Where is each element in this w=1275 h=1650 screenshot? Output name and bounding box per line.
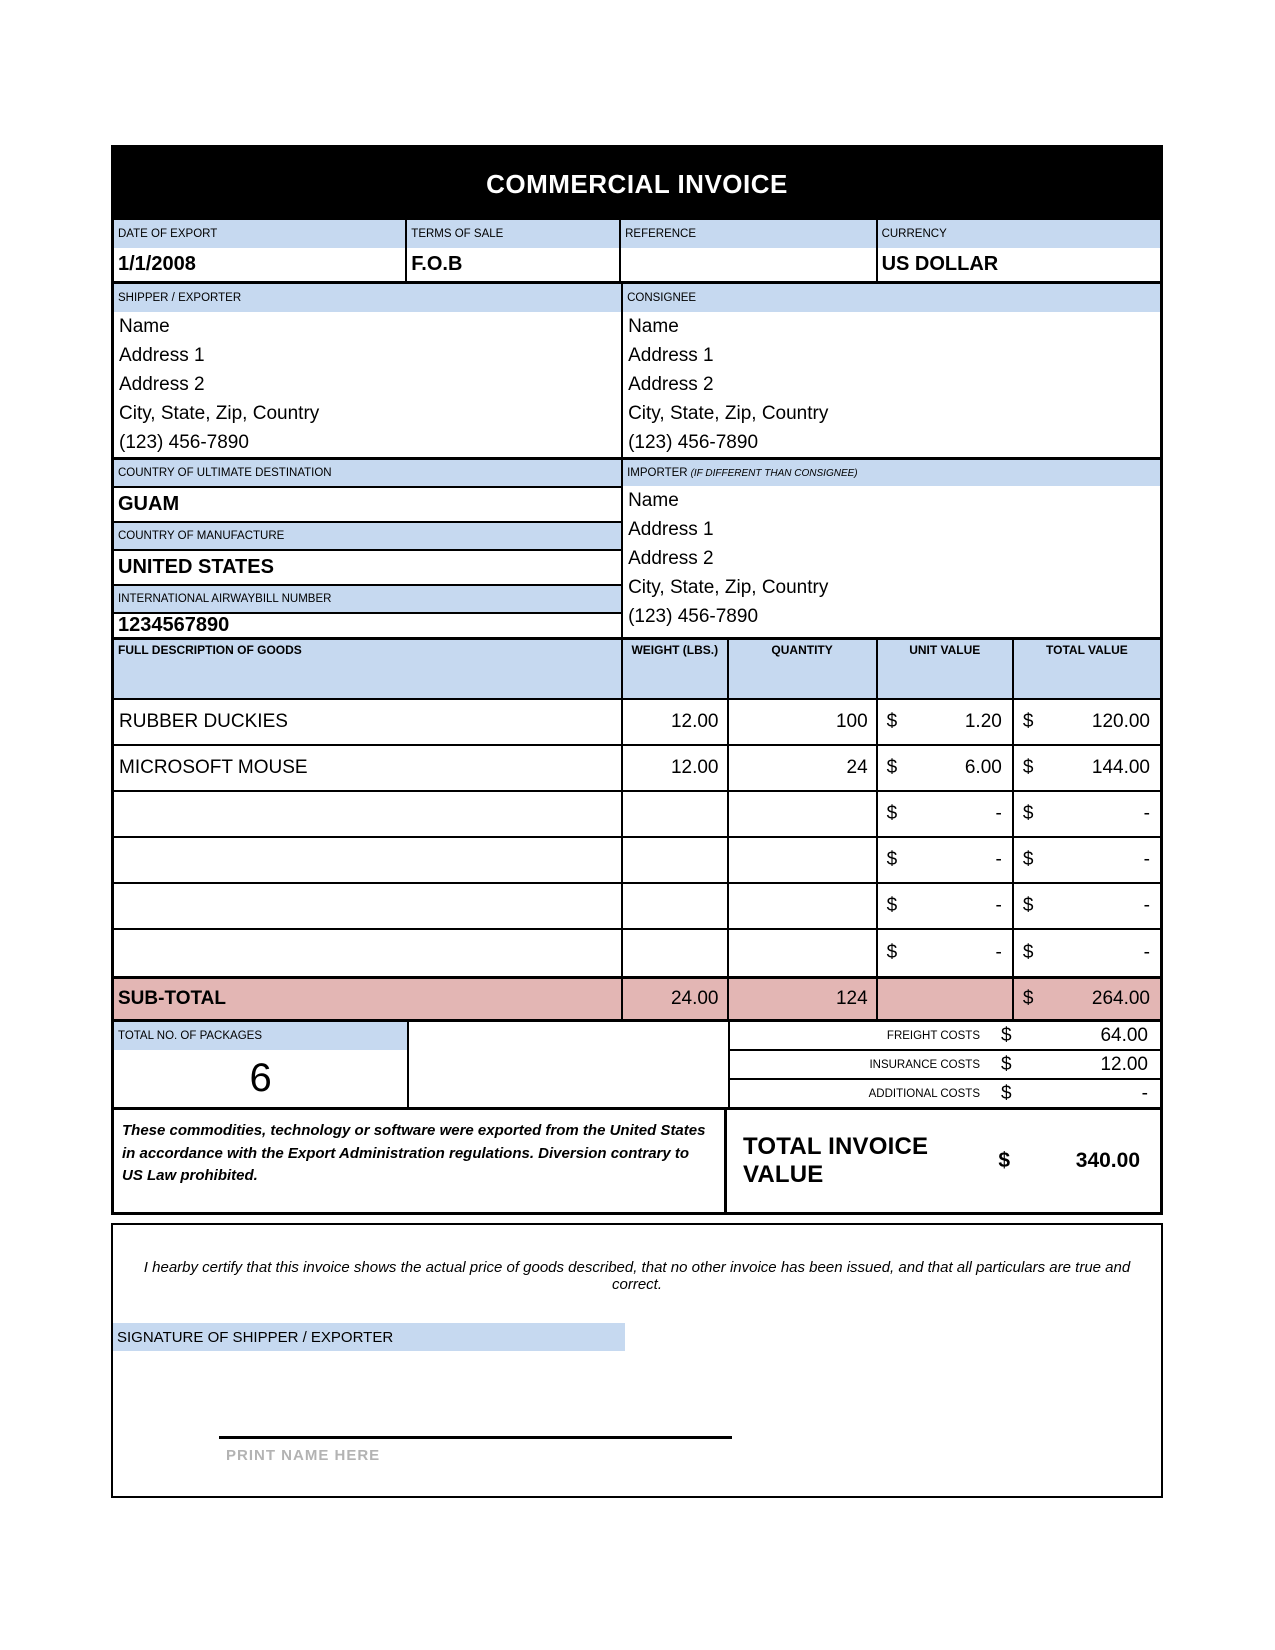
goods-quantity[interactable] (729, 838, 878, 882)
manufacture-label: COUNTRY OF MANUFACTURE (114, 523, 621, 551)
goods-unit-value[interactable]: $ - (878, 838, 1014, 882)
costs-block (730, 1022, 1160, 1107)
insurance-costs-value[interactable]: $ 12.00 (1001, 1053, 1148, 1075)
goods-unit-value[interactable]: $ 1.20 (878, 700, 1014, 744)
importer-phone[interactable]: (123) 456-7890 (628, 605, 759, 627)
currency-label: CURRENCY (878, 220, 1160, 248)
goods-description[interactable] (114, 838, 623, 882)
goods-quantity[interactable]: 100 (729, 700, 878, 744)
total-invoice-value: 340.00 (1075, 1149, 1140, 1172)
goods-row-empty (114, 792, 1160, 838)
goods-description[interactable] (114, 930, 623, 976)
currency-symbol: $ (1022, 988, 1034, 1009)
additional-costs-label: ADDITIONAL COSTS (868, 1087, 980, 1100)
subtotal-label: SUB-TOTAL (114, 979, 623, 1019)
currency-symbol: $ (886, 849, 898, 870)
meta-value-row (114, 248, 1160, 284)
goods-description[interactable]: MICROSOFT MOUSE (114, 746, 623, 790)
currency-symbol: $ (886, 895, 898, 916)
goods-quantity[interactable] (729, 930, 878, 976)
terms-of-sale-value[interactable]: F.O.B (407, 248, 621, 281)
goods-row-empty (114, 930, 1160, 976)
importer-address1[interactable]: Address 1 (628, 518, 714, 540)
goods-total-value[interactable]: $ - (1022, 895, 1150, 916)
date-of-export-label: DATE OF EXPORT (114, 220, 407, 248)
goods-weight[interactable] (623, 792, 728, 836)
reference-value[interactable] (621, 248, 877, 281)
currency-symbol: $ (886, 711, 898, 732)
goods-header-total-value: TOTAL VALUE (1046, 643, 1128, 657)
importer-address2[interactable]: Address 2 (628, 547, 714, 569)
certification-text: I hearby certify that this invoice shows the actual price of goods described, that no other invoice has been issued, and that all particulars are true and correct. (143, 1259, 1131, 1293)
goods-row-empty (114, 884, 1160, 930)
reference-label: REFERENCE (621, 220, 877, 248)
goods-row-empty (114, 838, 1160, 884)
goods-total-value[interactable]: $ 144.00 (1022, 757, 1150, 778)
goods-row (114, 700, 1160, 746)
additional-costs-value[interactable]: $ - (1001, 1082, 1148, 1104)
shipper-label: SHIPPER / EXPORTER (114, 284, 623, 312)
subtotal-row (114, 976, 1160, 1022)
invoice-title: COMMERCIAL INVOICE (486, 168, 788, 199)
date-of-export-value[interactable]: 1/1/2008 (114, 248, 407, 281)
freight-costs-label: FREIGHT COSTS (886, 1029, 980, 1042)
destination-label: COUNTRY OF ULTIMATE DESTINATION (114, 460, 621, 488)
goods-quantity[interactable] (729, 884, 878, 928)
invoice-document (111, 145, 1163, 1215)
goods-weight[interactable] (623, 884, 728, 928)
goods-table-header (114, 640, 1160, 700)
currency-symbol: $ (886, 757, 898, 778)
goods-unit-value[interactable]: $ - (878, 884, 1014, 928)
freight-costs-row (730, 1022, 1160, 1049)
shipper-name[interactable]: Name (119, 315, 170, 337)
shipper-phone[interactable]: (123) 456-7890 (119, 431, 249, 453)
goods-unit-value[interactable]: $ 6.00 (878, 746, 1014, 790)
shipper-city[interactable]: City, State, Zip, Country (119, 402, 320, 424)
destination-block (114, 460, 623, 637)
currency-symbol: $ (1001, 1024, 1012, 1046)
goods-total-value[interactable]: $ 120.00 (1022, 711, 1150, 732)
destination-value[interactable]: GUAM (114, 488, 621, 523)
consignee-address2[interactable]: Address 2 (628, 373, 714, 395)
destination-importer-section (114, 460, 1160, 640)
print-name-placeholder[interactable]: PRINT NAME HERE (226, 1447, 381, 1464)
packages-costs-section (114, 1022, 1160, 1107)
consignee-block (623, 312, 1160, 457)
shipper-block (114, 312, 623, 457)
currency-symbol: $ (886, 803, 898, 824)
currency-symbol: $ (1022, 803, 1034, 824)
signature-label: SIGNATURE OF SHIPPER / EXPORTER (113, 1323, 625, 1351)
goods-quantity[interactable] (729, 792, 878, 836)
party-value-row (114, 312, 1160, 460)
currency-symbol: $ (1022, 711, 1034, 732)
statement-total-section (114, 1107, 1160, 1212)
shipper-address1[interactable]: Address 1 (119, 344, 205, 366)
goods-quantity[interactable]: 24 (729, 746, 878, 790)
consignee-city[interactable]: City, State, Zip, Country (628, 402, 829, 424)
goods-weight[interactable]: 12.00 (623, 746, 728, 790)
terms-of-sale-label: TERMS OF SALE (407, 220, 621, 248)
subtotal-quantity: 124 (729, 979, 878, 1019)
currency-symbol: $ (1022, 942, 1034, 963)
total-invoice-box (727, 1110, 1160, 1212)
airwaybill-label: INTERNATIONAL AIRWAYBILL NUMBER (114, 586, 621, 614)
importer-city[interactable]: City, State, Zip, Country (628, 576, 829, 598)
importer-block (623, 460, 1160, 637)
consignee-name[interactable]: Name (628, 315, 679, 337)
certification-signature-box (111, 1223, 1163, 1498)
goods-unit-value[interactable]: $ - (878, 792, 1014, 836)
goods-weight[interactable] (623, 930, 728, 976)
invoice-title-bar (114, 148, 1160, 220)
consignee-address1[interactable]: Address 1 (628, 344, 714, 366)
currency-symbol: $ (886, 942, 898, 963)
goods-weight[interactable] (623, 838, 728, 882)
goods-row (114, 746, 1160, 792)
airwaybill-value[interactable]: 1234567890 (118, 614, 230, 636)
goods-unit-value[interactable]: $ - (878, 930, 1014, 976)
currency-symbol: $ (1001, 1053, 1012, 1075)
meta-label-row (114, 220, 1160, 248)
goods-header-quantity: QUANTITY (729, 640, 878, 698)
goods-header-unit-value: UNIT VALUE (878, 640, 1014, 698)
currency-symbol: $ (1022, 895, 1034, 916)
additional-costs-row (730, 1078, 1160, 1107)
currency-symbol: $ (1001, 1082, 1012, 1104)
goods-total-value[interactable]: $ - (1022, 849, 1150, 870)
subtotal-total-value: $ 264.00 (1022, 988, 1150, 1009)
importer-name[interactable]: Name (628, 489, 679, 511)
signature-line[interactable] (219, 1436, 732, 1439)
goods-header-description: FULL DESCRIPTION OF GOODS (114, 640, 623, 698)
shipper-address2[interactable]: Address 2 (119, 373, 205, 395)
goods-total-value[interactable]: $ - (1022, 803, 1150, 824)
packages-label: TOTAL NO. OF PACKAGES (114, 1022, 407, 1050)
manufacture-value[interactable]: UNITED STATES (114, 551, 621, 586)
freight-costs-value[interactable]: $ 64.00 (1001, 1024, 1148, 1046)
goods-header-weight: WEIGHT (LBS.) (623, 640, 728, 698)
goods-total-value[interactable]: $ - (1022, 942, 1150, 963)
total-invoice-label: TOTAL INVOICE VALUE (742, 1133, 929, 1188)
insurance-costs-label: INSURANCE COSTS (869, 1058, 980, 1071)
goods-description[interactable] (114, 884, 623, 928)
consignee-phone[interactable]: (123) 456-7890 (628, 431, 759, 453)
packages-block (114, 1022, 409, 1107)
currency-value[interactable]: US DOLLAR (881, 253, 999, 275)
export-statement: These commodities, technology or software were exported from the United States in accordance with the Export Administration regulations. Diversion contrary to US Law prohibited. (114, 1110, 727, 1212)
consignee-label: CONSIGNEE (623, 284, 1160, 312)
goods-description[interactable] (114, 792, 623, 836)
party-label-row (114, 284, 1160, 312)
insurance-costs-row (730, 1049, 1160, 1078)
importer-label: IMPORTER (IF DIFFERENT THAN CONSIGNEE) (623, 460, 1160, 486)
subtotal-weight: 24.00 (623, 979, 728, 1019)
currency-symbol: $ (1022, 757, 1034, 778)
importer-label-note: (IF DIFFERENT THAN CONSIGNEE) (690, 467, 858, 479)
packages-empty-box[interactable] (409, 1022, 730, 1107)
subtotal-unit-blank (878, 979, 1014, 1019)
currency-symbol: $ (1022, 849, 1034, 870)
goods-weight[interactable]: 12.00 (623, 700, 728, 744)
goods-description[interactable]: RUBBER DUCKIES (114, 700, 623, 744)
currency-symbol: $ (998, 1149, 1010, 1172)
packages-value[interactable]: 6 (249, 1056, 272, 1100)
